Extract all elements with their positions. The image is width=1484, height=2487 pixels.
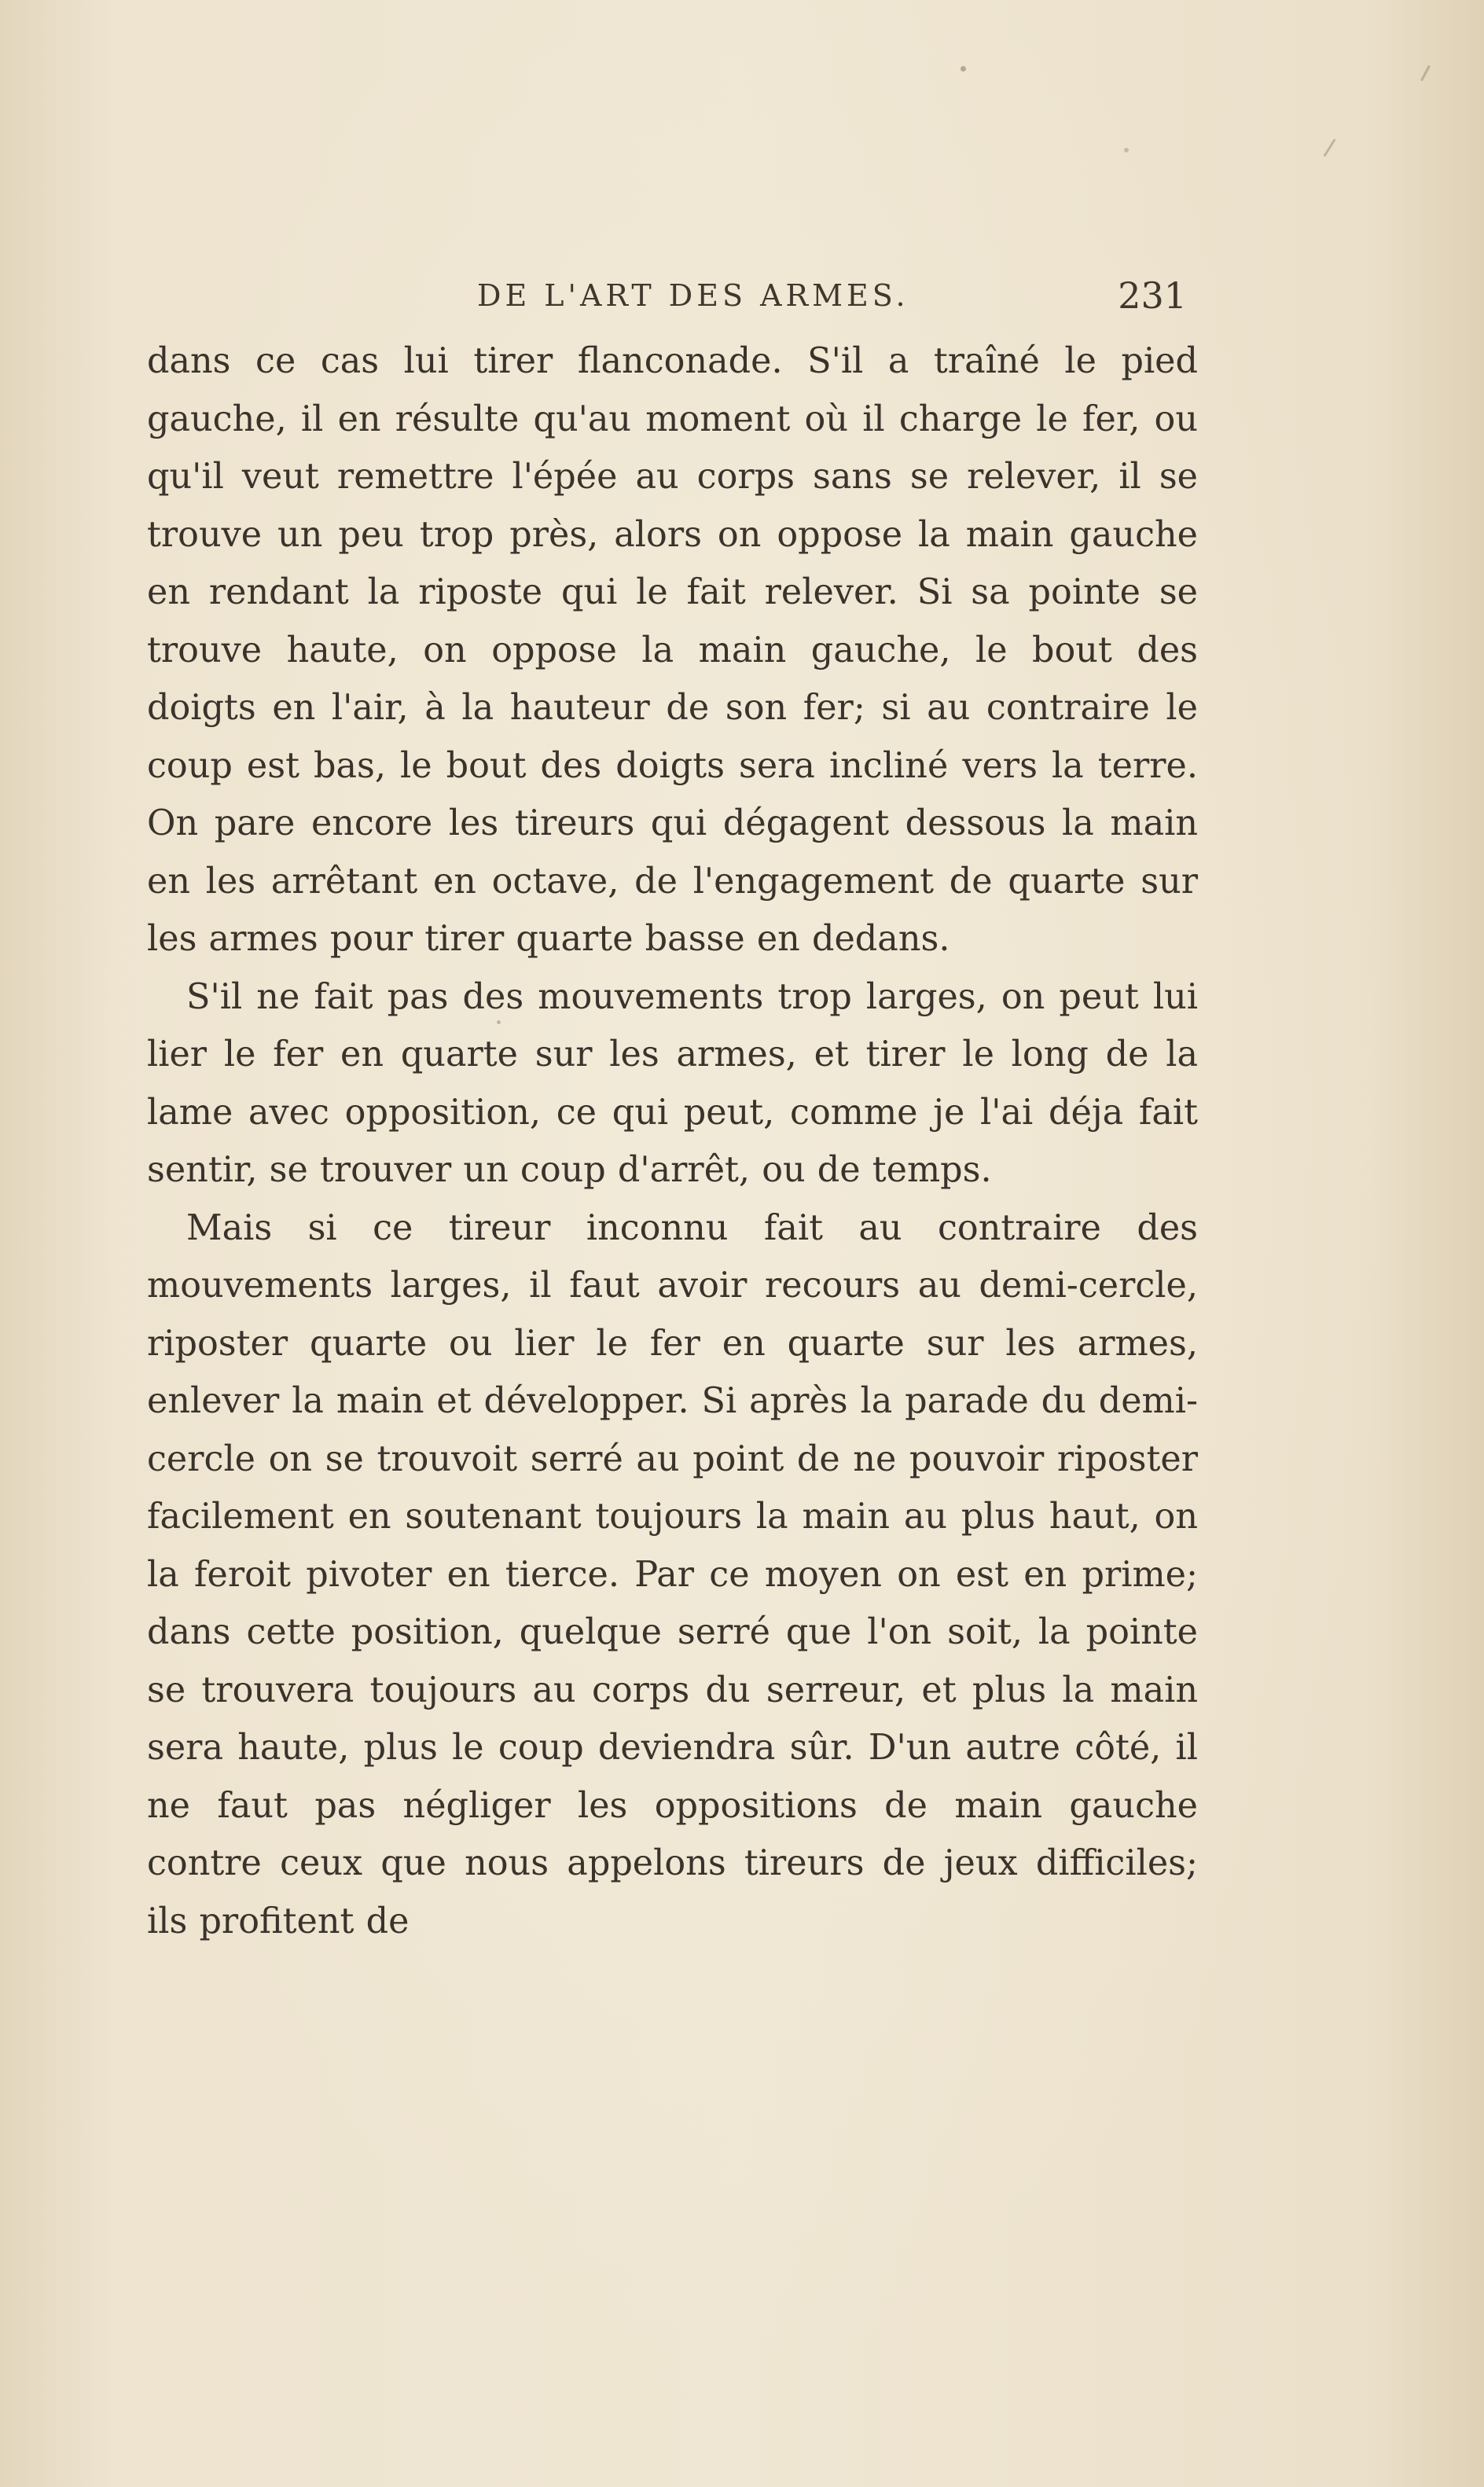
body-text (147, 332, 1198, 1950)
paper-mark (1323, 138, 1335, 157)
running-head (149, 274, 1187, 321)
page-number: 231 (1118, 274, 1187, 317)
paper-speck (961, 66, 966, 72)
running-head-title: DE L'ART DES ARMES. (477, 278, 909, 313)
paper-speck (1124, 148, 1129, 152)
paragraph: S'il ne fait pas des mouvements trop larges, on peut lui lier le fer en quarte sur les armes, et tirer le long de la lame avec opposition, ce qui peut, comme je l'ai déja fait sentir, se trouver un coup d'arrêt, ou de temps. (147, 976, 1198, 1190)
paragraph: Mais si ce tireur inconnu fait au contraire des mouvements larges, il faut avoir recours au demi-cercle, riposter quarte ou lier le fer en quarte sur les armes, enlever la main et développer. Si après la parade du demi-cercle on se trouvoit serré au point de ne pouvoir riposter facilement en soutenant toujours la main au plus haut, on la feroit pivoter en tierce. Par ce moyen on est en prime; dans cette position, quelque serré que l'on soit, la pointe se trouvera toujours au corps du serreur, et plus la main sera haute, plus le coup deviendra sûr. D'un autre côté, il ne faut pas négliger les oppositions de main gauche contre ceux que nous appelons tireurs de jeux difficiles; ils profitent de (147, 1207, 1198, 1941)
paragraph: dans ce cas lui tirer flanconade. S'il a traîné le pied gauche, il en résulte qu'au moment où il charge le fer, ou qu'il veut remettre l'épée au corps sans se relever, il se trouve un peu trop près, alors on oppose la main gauche en rendant la riposte qui le fait relever. Si sa pointe se trouve haute, on oppose la main gauche, le bout des doigts en l'air, à la hauteur de son fer; si au contraire le coup est bas, le bout des doigts sera incliné vers la terre. On pare encore les tireurs qui dégagent dessous la main en les arrêtant en octave, de l'engagement de quarte sur les armes pour tirer quarte basse en dedans. (147, 341, 1198, 959)
paper-mark (1420, 65, 1431, 82)
